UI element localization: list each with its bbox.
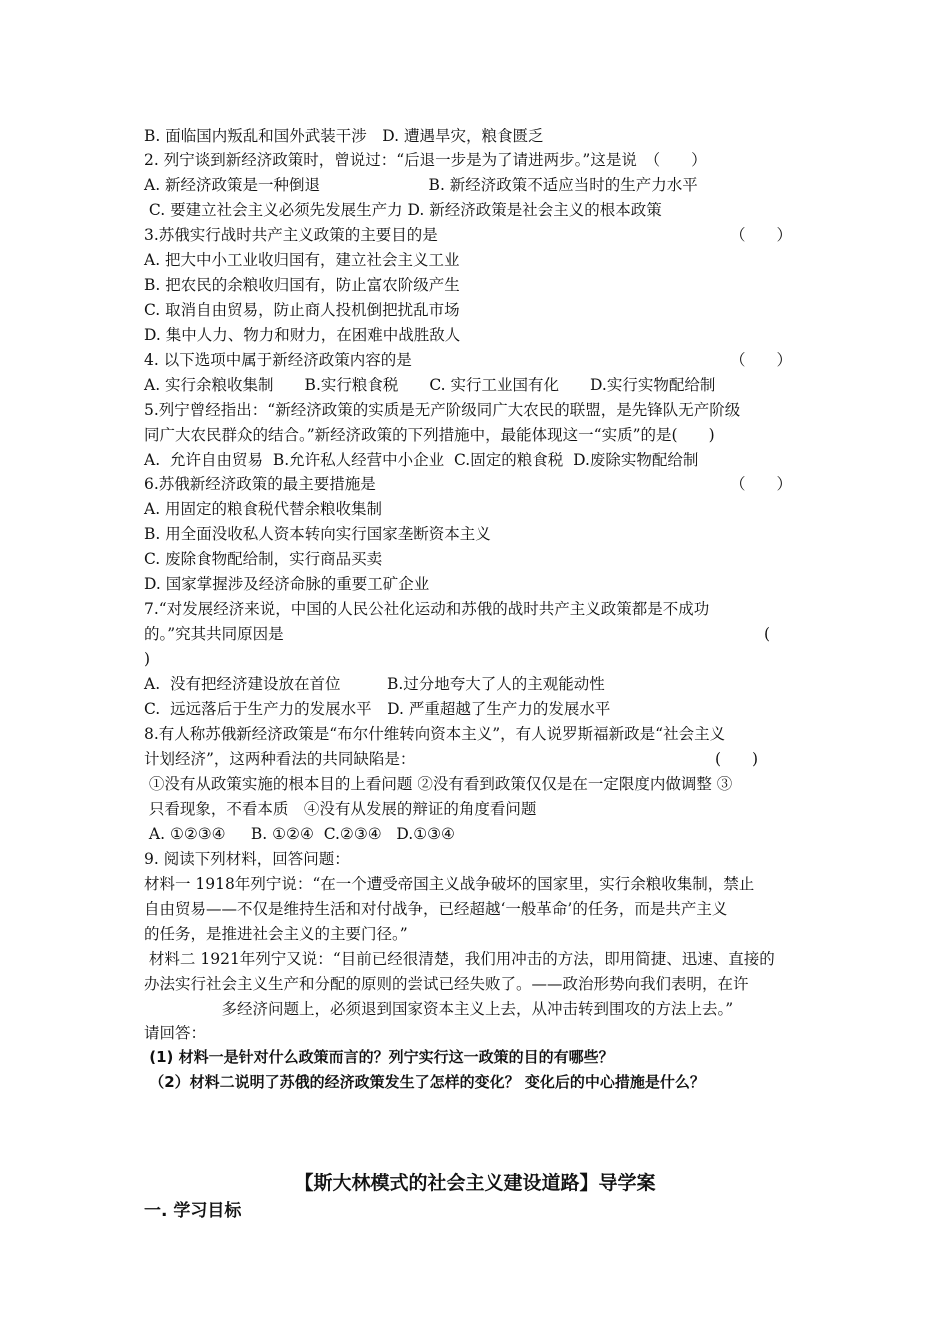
section-title: 【斯大林模式的社会主义建设道路】导学案 [294, 1172, 656, 1194]
option-line: C. 要建立社会主义必须先发展生产力 D. 新经济政策是社会主义的根本政策 [144, 201, 662, 219]
option-line: B. 用全面没收私人资本转向实行国家垄断资本主义 [144, 525, 491, 543]
option-line: A. 没有把经济建设放在首位 B.过分地夸大了人的主观能动性 [144, 675, 605, 693]
statement-line: ①没有从政策实施的根本目的上看问题 ②没有看到政策仅仅是在一定限度内做调整 ③ [144, 775, 733, 793]
material-line: 材料二 1921年列宁又说：“目前已经很清楚，我们用冲击的方法，即用简捷、迅速、直接的 [144, 950, 775, 968]
material-line: 多经济问题上，必须退到国家资本主义上去，从冲击转到围攻的方法上去。” [144, 1000, 734, 1018]
question-8: 8.有人称苏俄新经济政策是“布尔什维转向资本主义”，有人说罗斯福新政是“社会主义 [144, 725, 726, 743]
option-line: C. 废除食物配给制，实行商品买卖 [144, 550, 383, 568]
answer-bracket: （ ） [730, 475, 793, 493]
question-6: 6.苏俄新经济政策的最主要措施是 [144, 475, 376, 493]
option-line: B. 面临国内叛乱和国外武装干涉 D. 遭遇旱灾，粮食匮乏 [144, 127, 544, 145]
question-3: 3.苏俄实行战时共产主义政策的主要目的是 [144, 226, 438, 244]
option-line: C. 取消自由贸易，防止商人投机倒把扰乱市场 [144, 301, 460, 319]
statement-line: 只看现象，不看本质 ④没有从发展的辩证的角度看问题 [144, 800, 537, 818]
option-line: A. 新经济政策是一种倒退 B. 新经济政策不适应当时的生产力水平 [144, 176, 698, 194]
sub-question-1: (1) 材料一是针对什么政策而言的？列宁实行这一政策的目的有哪些？ [144, 1048, 614, 1066]
material-line: 材料一 1918年列宁说：“在一个遭受帝国主义战争破坏的国家里，实行余粮收集制，禁止 [144, 875, 755, 893]
question-8-cont: 计划经济”，这两种看法的共同缺陷是： [144, 750, 416, 768]
option-line: A. 允许自由贸易 B.允许私人经营中小企业 C.固定的粮食税 D.废除实物配给制 [144, 451, 699, 469]
answer-prompt: 请回答： [144, 1024, 207, 1042]
section-heading: 一. 学习目标 [144, 1201, 242, 1221]
answer-bracket: （ ） [730, 226, 793, 244]
question-2: 2. 列宁谈到新经济政策时，曾说过：“后退一步是为了请进两步。”这是说 （ ） [144, 151, 707, 169]
option-line: A. 实行余粮收集制 B.实行粮食税 C. 实行工业国有化 D.实行实物配给制 [144, 376, 716, 394]
answer-bracket: ( ) [715, 750, 759, 768]
question-5: 5.列宁曾经指出：“新经济政策的实质是无产阶级同广大农民的联盟，是先锋队无产阶级 [144, 401, 741, 419]
sub-question-2: （2）材料二说明了苏俄的经济政策发生了怎样的变化？ 变化后的中心措施是什么？ [144, 1073, 705, 1091]
option-line: C. 远远落后于生产力的发展水平 D. 严重超越了生产力的发展水平 [144, 700, 611, 718]
question-7: 7.“对发展经济来说，中国的人民公社化运动和苏俄的战时共产主义政策都是不成功 [144, 600, 710, 618]
option-line: B. 把农民的余粮收归国有，防止富农阶级产生 [144, 276, 460, 294]
question-9: 9. 阅读下列材料，回答问题： [144, 850, 350, 868]
question-5-cont: 同广大农民群众的结合。”新经济政策的下列措施中，最能体现这一“实质”的是( ) [144, 426, 715, 444]
material-line: 办法实行社会主义生产和分配的原则的尝试已经失败了。——政治形势向我们表明，在许 [144, 975, 749, 993]
answer-bracket: （ ） [730, 351, 793, 369]
option-line: D. 集中人力、物力和财力，在困难中战胜敌人 [144, 326, 461, 344]
bracket-close: ) [144, 650, 151, 668]
answer-bracket: ( [764, 625, 771, 643]
option-line: A. ①②③④ B. ①②④ C.②③④ D.①③④ [144, 825, 455, 843]
material-line: 自由贸易——不仅是维持生活和对付战争，已经超越‘一般革命’的任务，而是共产主义 [144, 900, 728, 918]
question-4: 4. 以下选项中属于新经济政策内容的是 [144, 351, 412, 369]
material-line: 的任务，是推进社会主义的主要门径。” [144, 925, 408, 943]
option-line: A. 把大中小工业收归国有，建立社会主义工业 [144, 251, 460, 269]
option-line: A. 用固定的粮食税代替余粮收集制 [144, 500, 383, 518]
option-line: D. 国家掌握涉及经济命脉的重要工矿企业 [144, 575, 430, 593]
question-7-cont: 的。”究其共同原因是 [144, 625, 284, 643]
